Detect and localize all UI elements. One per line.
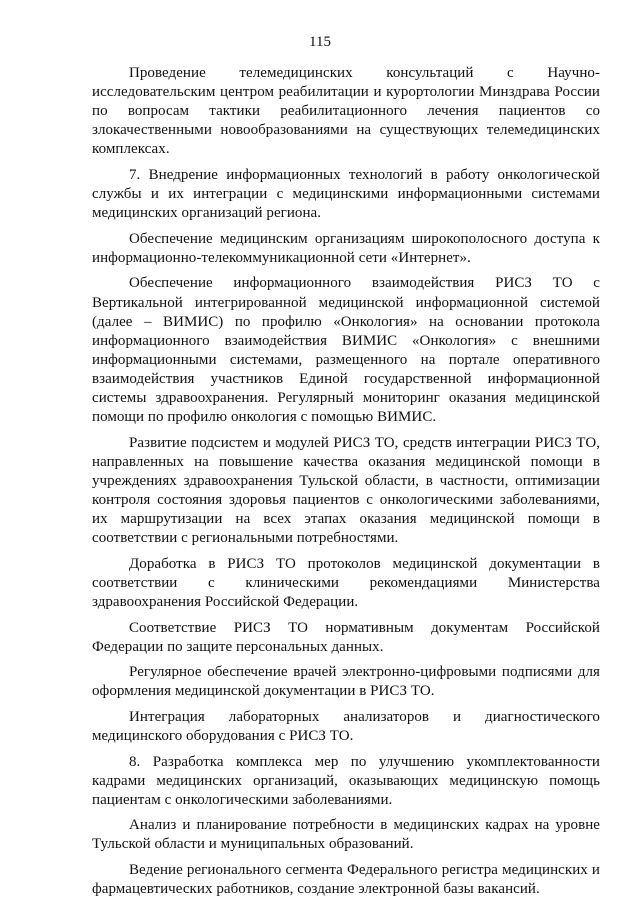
paragraph-vimis-interaction: Обеспечение информационного взаимодействия РИСЗ ТО с Вертикальной интегрированной медицинской информационной системой (далее – ВИМИС) по профилю «Онкология» на основании протокола информационного взаимодействия ВИМИС «Онкология» с внешними информационными системами, размещенного на портале оперативного взаимодействия участников Единой государственной информационной системы здравоохранения. Регулярный мониторинг оказания медицинской помощи по профилю онкология с помощью ВИМИС.: [92, 275, 600, 426]
paragraph-protocols-revision: Доработка в РИСЗ ТО протоколов медицинской документации в соответствии с клиническими рекомендациями Министерства здравоохранения Российской Федерации.: [92, 555, 600, 610]
page-number: 115: [309, 34, 331, 50]
paragraph-section-8-staffing: 8. Разработка комплекса мер по улучшению укомплектованности кадрами медицинских организаций, оказывающих медицинскую помощь пациентам с онкологическими заболеваниями.: [92, 753, 600, 808]
document-body: [92, 64, 600, 906]
paragraph-personal-data-compliance: Соответствие РИСЗ ТО нормативным документам Российской Федерации по защите персональных данных.: [92, 619, 600, 655]
paragraph-risz-development: Развитие подсистем и модулей РИСЗ ТО, средств интеграции РИСЗ ТО, направленных на повышение качества оказания медицинской помощи в учреждениях здравоохранения Тульской области, в частности, оптимизации контроля состояния здоровья пациентов с онкологическими заболеваниями, их маршрутизации на всех этапах оказания медицинской помощи в соответствии с региональными потребностями.: [92, 434, 600, 547]
paragraph-broadband-access: Обеспечение медицинским организациям широкополосного доступа к информационно-телекоммуникационной сети «Интернет».: [92, 230, 600, 266]
paragraph-section-7-it-implementation: 7. Внедрение информационных технологий в работу онкологической службы и их интеграции с медицинскими информационными системами медицинских организаций региона.: [92, 166, 600, 222]
paragraph-staff-planning: Анализ и планирование потребности в медицинских кадрах на уровне Тульской области и муниципальных образований.: [92, 817, 600, 853]
paragraph-federal-register: Ведение регионального сегмента Федерального регистра медицинских и фармацевтических работников, создание электронной базы вакансий.: [92, 862, 600, 898]
paragraph-digital-signatures: Регулярное обеспечение врачей электронно-цифровыми подписями для оформления медицинской документации в РИСЗ ТО.: [92, 664, 600, 700]
paragraph-lab-integration: Интеграция лабораторных анализаторов и диагностического медицинского оборудования с РИСЗ ТО.: [92, 708, 600, 744]
paragraph-telemedicine-consultations: Проведение телемедицинских консультаций с Научно-исследовательским центром реабилитации и курортологии Минздрава России по вопросам тактики реабилитационного лечения пациентов со злокачественными новообразованиями на существующих телемедицинских комплексах.: [92, 65, 600, 158]
